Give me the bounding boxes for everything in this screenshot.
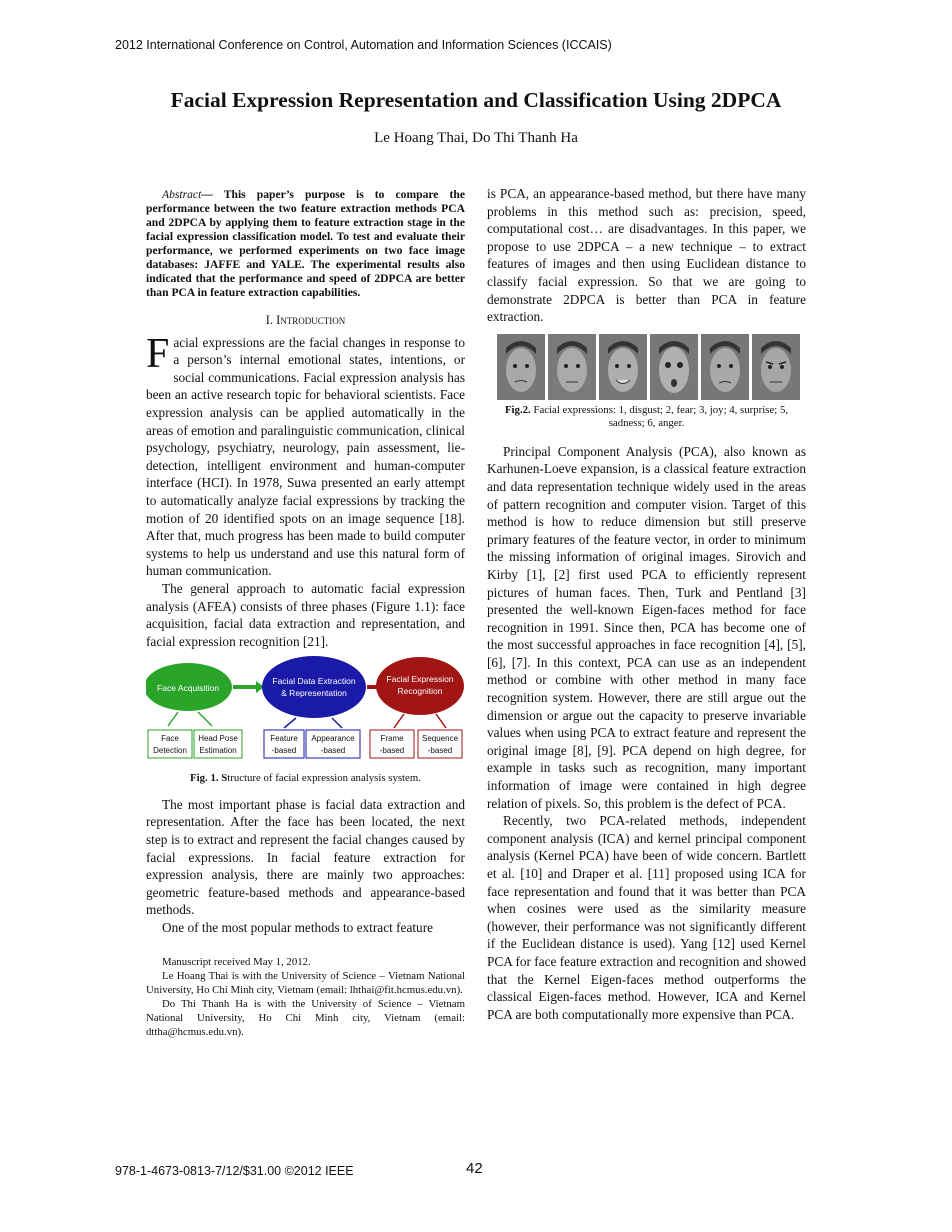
right-paragraph-2: Principal Component Analysis (PCA), also known as Karhunen-Loeve expansion, is a classical feature extraction and data representation technique widely used in the areas of pattern recognition and computer vision. Target of this method is how to reduce dimension but still preserve primary features of the feature vector, in order to minimum the missing information of original images. Sirovich and Kirby [1], [2] first used PCA to efficiently represent pictures of human faces. Then, Turk and Pentland [3] presented the well-known Eigen-faces method for face recognition in 1991. Since then, PCA has become one of the most successful approaches in face recognition [4], [5], [6], [7]. In this context, PCA can use as an independent method or combine with other method in many face recognition system. However, there are still argue out the dimension or argue out the capacity to preserve invariable values when using PCA to extract feature and represent the original image [8], [9]. PCA depend on high degree, for example in tasks such as recognition, many important information of image were contained in high degree relation of pixels. So, this problem is the defect of PCA.: [487, 443, 806, 811]
footnote-author-1: Le Hoang Thai is with the University of Science – Vietnam National University, Ho Chi Minh city, Vietnam (email: lhthai@fit.hcmus.edu.vn).: [146, 969, 465, 996]
figure-2-faces: [497, 334, 806, 400]
left-column: [146, 188, 465, 1039]
facial-data-extraction-label: Facial Data Extraction: [272, 676, 356, 687]
link-2: [198, 712, 212, 726]
face-acquisition-label: Face Acquisition: [157, 683, 219, 694]
frame-based-label-1: Frame: [380, 734, 404, 744]
paper-title: Facial Expression Representation and Classification Using 2DPCA: [170, 88, 782, 112]
intro-paragraph-4: One of the most popular methods to extract feature: [162, 919, 434, 935]
facial-data-extraction-node: [262, 656, 366, 718]
abstract-label: Abstract: [162, 188, 202, 201]
figure-1-caption-text: tructure of facial expression analysis system.: [227, 772, 421, 785]
conference-header: 2012 International Conference on Control, Automation and Information Sciences (ICCAIS): [115, 38, 612, 52]
sequence-based-label-1: Sequence: [421, 734, 459, 744]
intro-paragraph-2: The general approach to automatic facial expression analysis (AFEA) consists of three phases (Figure 1.1): face acquisition, facial data extraction and representation, and facial expression recognition [21].: [146, 580, 465, 649]
section-heading-introduction: [146, 312, 465, 330]
figure-2-caption-label: Fig.2.: [504, 403, 531, 416]
right-paragraph-1: is PCA, an appearance-based method, but there have many problems in this method such as: precision, speed, computational cost… are disadvantages. In this paper, we propose to use 2DPCA – a new technique – to extract features of images and then using Euclidean distance to classify facial expression. So that we are going to demonstrate 2DPCA is better than PCA in feature extraction.: [487, 186, 806, 325]
intro-paragraph-3: The most important phase is facial data extraction and representation. After the face has been located, the next step is to extract and represent the facial changes caused by facial expressions. In facial feature extraction for expression analysis, there are mainly two approaches: geometric feature-based methods and appearance-based methods.: [146, 796, 465, 918]
link-6: [436, 714, 446, 728]
face-image-joy: [599, 334, 647, 400]
intro-paragraph-1: [146, 330, 465, 580]
section-title: Introduction: [276, 313, 346, 327]
figure-1-caption: [146, 772, 465, 786]
abstract: [146, 188, 465, 300]
link-1: [168, 712, 178, 726]
footer-isbn: 978-1-4673-0813-7/12/$31.00 ©2012 IEEE: [115, 1164, 354, 1178]
appearance-based-label-1: Appearance: [311, 734, 355, 744]
feature-based-label-1: Feature: [270, 734, 298, 744]
footnote-author-2: Do Thi Thanh Ha is with the University of Science – Vietnam National University, Ho Chi Minh city, Vietnam (email: dttha@hcmus.edu.vn).: [146, 997, 465, 1038]
face-detection-label-2: Detection: [153, 746, 187, 756]
figure-1-diagram: [146, 656, 465, 768]
drop-cap: F: [146, 330, 170, 377]
section-number: I.: [265, 313, 273, 327]
page-number: 42: [466, 1160, 483, 1177]
figure-2-caption-text: Facial expressions: 1, disgust; 2, fear; 3, joy; 4, surprise; 5, sadness; 6, anger.: [530, 403, 789, 430]
link-3: [284, 718, 296, 728]
sequence-based-label-2: -based: [427, 746, 453, 756]
appearance-based-label-2: -based: [320, 746, 346, 756]
feature-based-label-2: -based: [271, 746, 297, 756]
footnotes: [146, 955, 465, 1039]
face-image-sadness: [701, 334, 749, 400]
figure-1-caption-label: Fig. 1. S: [190, 772, 228, 785]
figure-2-caption: [487, 404, 806, 431]
face-image-fear: [548, 334, 596, 400]
recognition-label-1: Facial Expression: [386, 674, 454, 685]
abstract-text: — This paper’s purpose is to compare the performance between the two feature extraction methods PCA and 2DPCA by applying them to feature extraction stage in the facial expression classification model. To test and evaluate their performance, we performed experiments on two face image databases: JAFFE and YALE. The experimental results also indicated that the performance and speed of 2DPCA are better than PCA in feature extraction capabilities.: [146, 188, 465, 299]
link-5: [394, 714, 404, 728]
paper-authors: Le Hoang Thai, Do Thi Thanh Ha: [374, 130, 578, 146]
face-image-surprise: [650, 334, 698, 400]
recognition-label-2: Recognition: [397, 686, 443, 697]
face-image-anger: [752, 334, 800, 400]
frame-based-label-2: -based: [379, 746, 405, 756]
right-column: [487, 185, 806, 1023]
footnote-received: Manuscript received May 1, 2012.: [162, 955, 311, 968]
facial-data-representation-label: & Representation: [281, 688, 347, 699]
right-paragraph-3: Recently, two PCA-related methods, independent component analysis (ICA) and kernel principal component analysis (Kernel PCA) have been of wide concern. Bartlett et al. [10] and Draper et al. [11] proposed using ICA for face representation and found that it was better than PCA when cosines were used as the similarity measure (however, their performance was not significantly different if the Euclidean distance is used). Yang [12] used Kernel PCA for face feature extraction and recognition and showed that the Kernel Eigen-faces method outperforms the classical Eigen-faces method. However, ICA and Kernel PCA are both computationally more expensive than PCA.: [487, 813, 807, 1022]
face-image-disgust: [497, 334, 545, 400]
link-4: [332, 718, 342, 728]
head-pose-label-1: Head Pose: [198, 734, 238, 744]
intro-text-1: acial expressions are the facial changes in response to a person’s internal emotional states, intentions, or social communications. Facial expression analysis has been an active research topic for behavioral scientists. Face expression analysis can be applied automatically in the areas of emotion and paralinguistic communication, clinical psychology, psychiatry, neurology, pain assessment, lie-detection, intelligent environment and human-computer interface (HCI). In 1978, Suwa presented an early attempt to automatically analyze facial expressions by tracking the motion of 20 identified spots on an image sequence [18]. After that, much progress has been made to build computer systems to help us understand and use this natural form of human communication.: [146, 334, 465, 579]
face-detection-label-1: Face: [161, 734, 179, 744]
head-pose-label-2: Estimation: [199, 746, 237, 756]
